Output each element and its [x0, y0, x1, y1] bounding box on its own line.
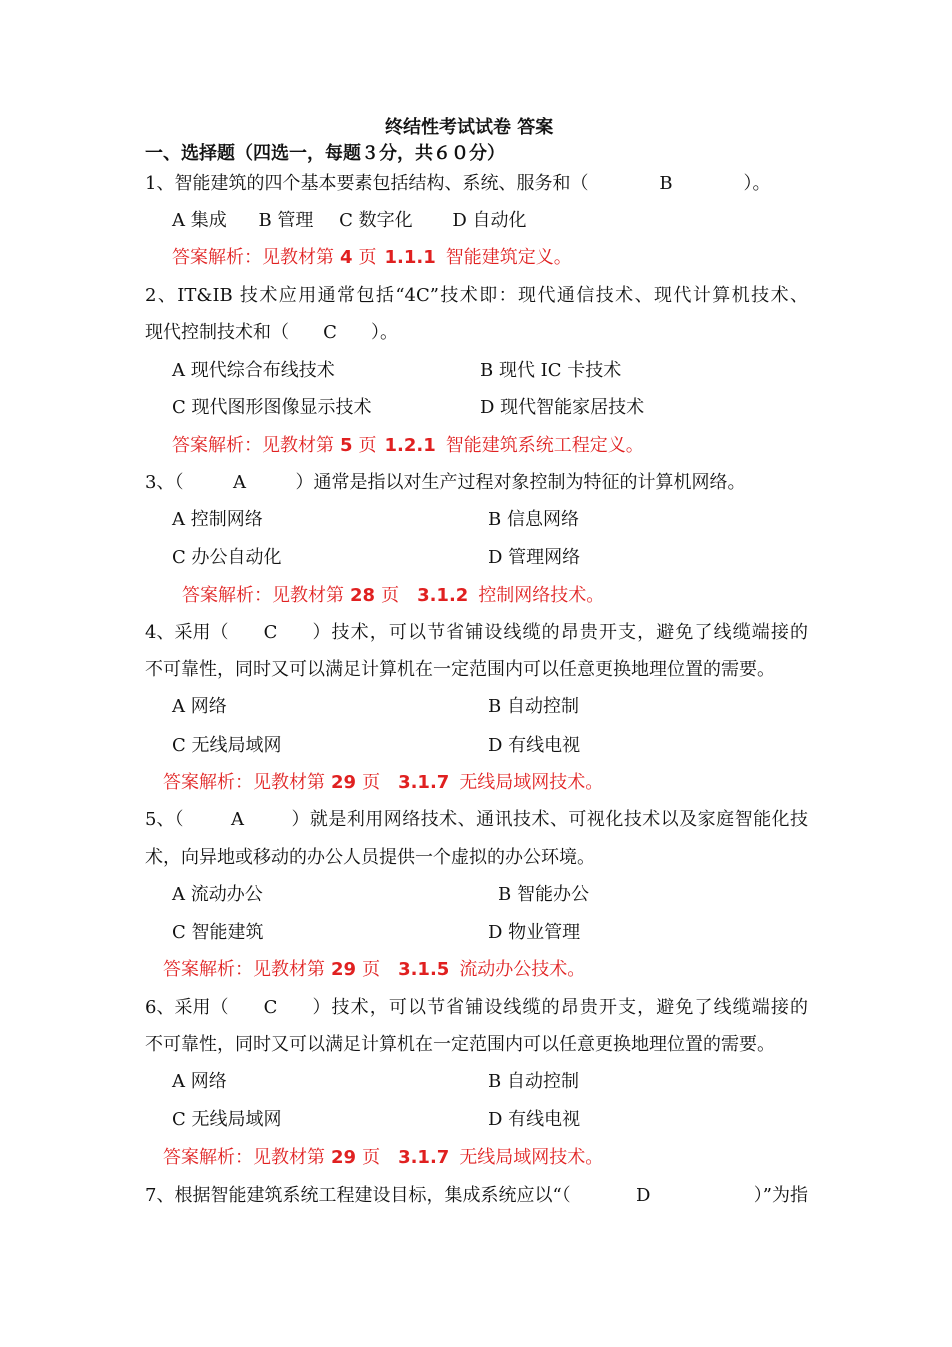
option: B 自动控制: [488, 1071, 579, 1092]
option: C 现代图形图像显示技术: [172, 397, 372, 418]
option: D 有线电视: [488, 1109, 581, 1130]
answer-explanation: 答案解析：见教材第 29 页 3.1.7 无线局域网技术。: [163, 772, 604, 793]
option: A 流动办公: [172, 884, 263, 905]
options-row: [172, 209, 527, 233]
option: A 集成: [172, 210, 227, 231]
option: D 有线电视: [488, 735, 581, 756]
answer-explanation: 答案解析：见教材第 5 页 1.2.1 智能建筑系统工程定义。: [172, 435, 644, 456]
question-6-cont: 不可靠性，同时又可以满足计算机在一定范围内可以任意更换地理位置的需要。: [145, 1034, 775, 1055]
option: B 信息网络: [488, 509, 579, 530]
option: C 无线局域网: [172, 1109, 282, 1130]
answer-blank: C: [323, 322, 337, 343]
question-text: 1、智能建筑的四个基本要素包括结构、系统、服务和（: [145, 173, 589, 194]
option: A 网络: [172, 1071, 227, 1092]
option: A 控制网络: [172, 509, 263, 530]
option: B 自动控制: [488, 696, 579, 717]
section-heading: 一、选择题（四选一，每题３分，共６０分）: [145, 143, 505, 164]
question-4: 4、采用（ C ）技术，可以节省铺设线缆的昂贵开支，避免了线缆端接的: [145, 622, 808, 643]
option: D 物业管理: [488, 922, 581, 943]
answer-blank: B: [659, 173, 673, 194]
page-title: 终结性考试试卷 答案: [385, 117, 554, 138]
question-6: 6、采用（ C ）技术，可以节省铺设线缆的昂贵开支，避免了线缆端接的: [145, 997, 808, 1018]
answer-blank: C: [263, 997, 278, 1018]
answer-explanation: 答案解析：见教材第 29 页 3.1.5 流动办公技术。: [163, 959, 586, 980]
answer-blank: C: [263, 622, 278, 643]
answer-blank: A: [232, 472, 246, 493]
answer-explanation: 答案解析：见教材第 4 页 1.1.1 智能建筑定义。: [172, 247, 572, 268]
question-text: ）。: [743, 173, 771, 194]
question-3: 3、（ A ）通常是指以对生产过程对象控制为特征的计算机网络。: [145, 472, 746, 493]
option: B 现代 IC 卡技术: [480, 360, 622, 381]
question-2-cont: 现代控制技术和（ C ）。: [145, 322, 398, 343]
question-1: [145, 172, 770, 196]
option: A 现代综合布线技术: [172, 360, 335, 381]
option: C 数字化: [339, 210, 413, 231]
option: A 网络: [172, 696, 227, 717]
question-5: 5、（ A ）就是利用网络技术、通讯技术、可视化技术以及家庭智能化技: [145, 809, 808, 830]
option: D 管理网络: [488, 547, 581, 568]
answer-explanation: 答案解析：见教材第 28 页 3.1.2 控制网络技术。: [182, 585, 605, 606]
question-5-cont: 术，向异地或移动的办公人员提供一个虚拟的办公环境。: [145, 847, 595, 868]
question-7: 7、根据智能建筑系统工程建设目标，集成系统应以“（ D ）”为指: [145, 1185, 808, 1206]
question-2: 2、IT&IB 技术应用通常包括“4C”技术即：现代通信技术、现代计算机技术、: [145, 285, 808, 306]
answer-blank: D: [635, 1185, 651, 1206]
option: B 管理: [258, 210, 314, 231]
question-4-cont: 不可靠性，同时又可以满足计算机在一定范围内可以任意更换地理位置的需要。: [145, 659, 775, 680]
option: D 现代智能家居技术: [480, 397, 645, 418]
option: C 办公自动化: [172, 547, 282, 568]
option: C 无线局域网: [172, 735, 282, 756]
option: C 智能建筑: [172, 922, 264, 943]
answer-blank: A: [230, 809, 244, 830]
option: D 自动化: [452, 210, 527, 231]
option: B 智能办公: [498, 884, 589, 905]
answer-explanation: 答案解析：见教材第 29 页 3.1.7 无线局域网技术。: [163, 1147, 604, 1168]
